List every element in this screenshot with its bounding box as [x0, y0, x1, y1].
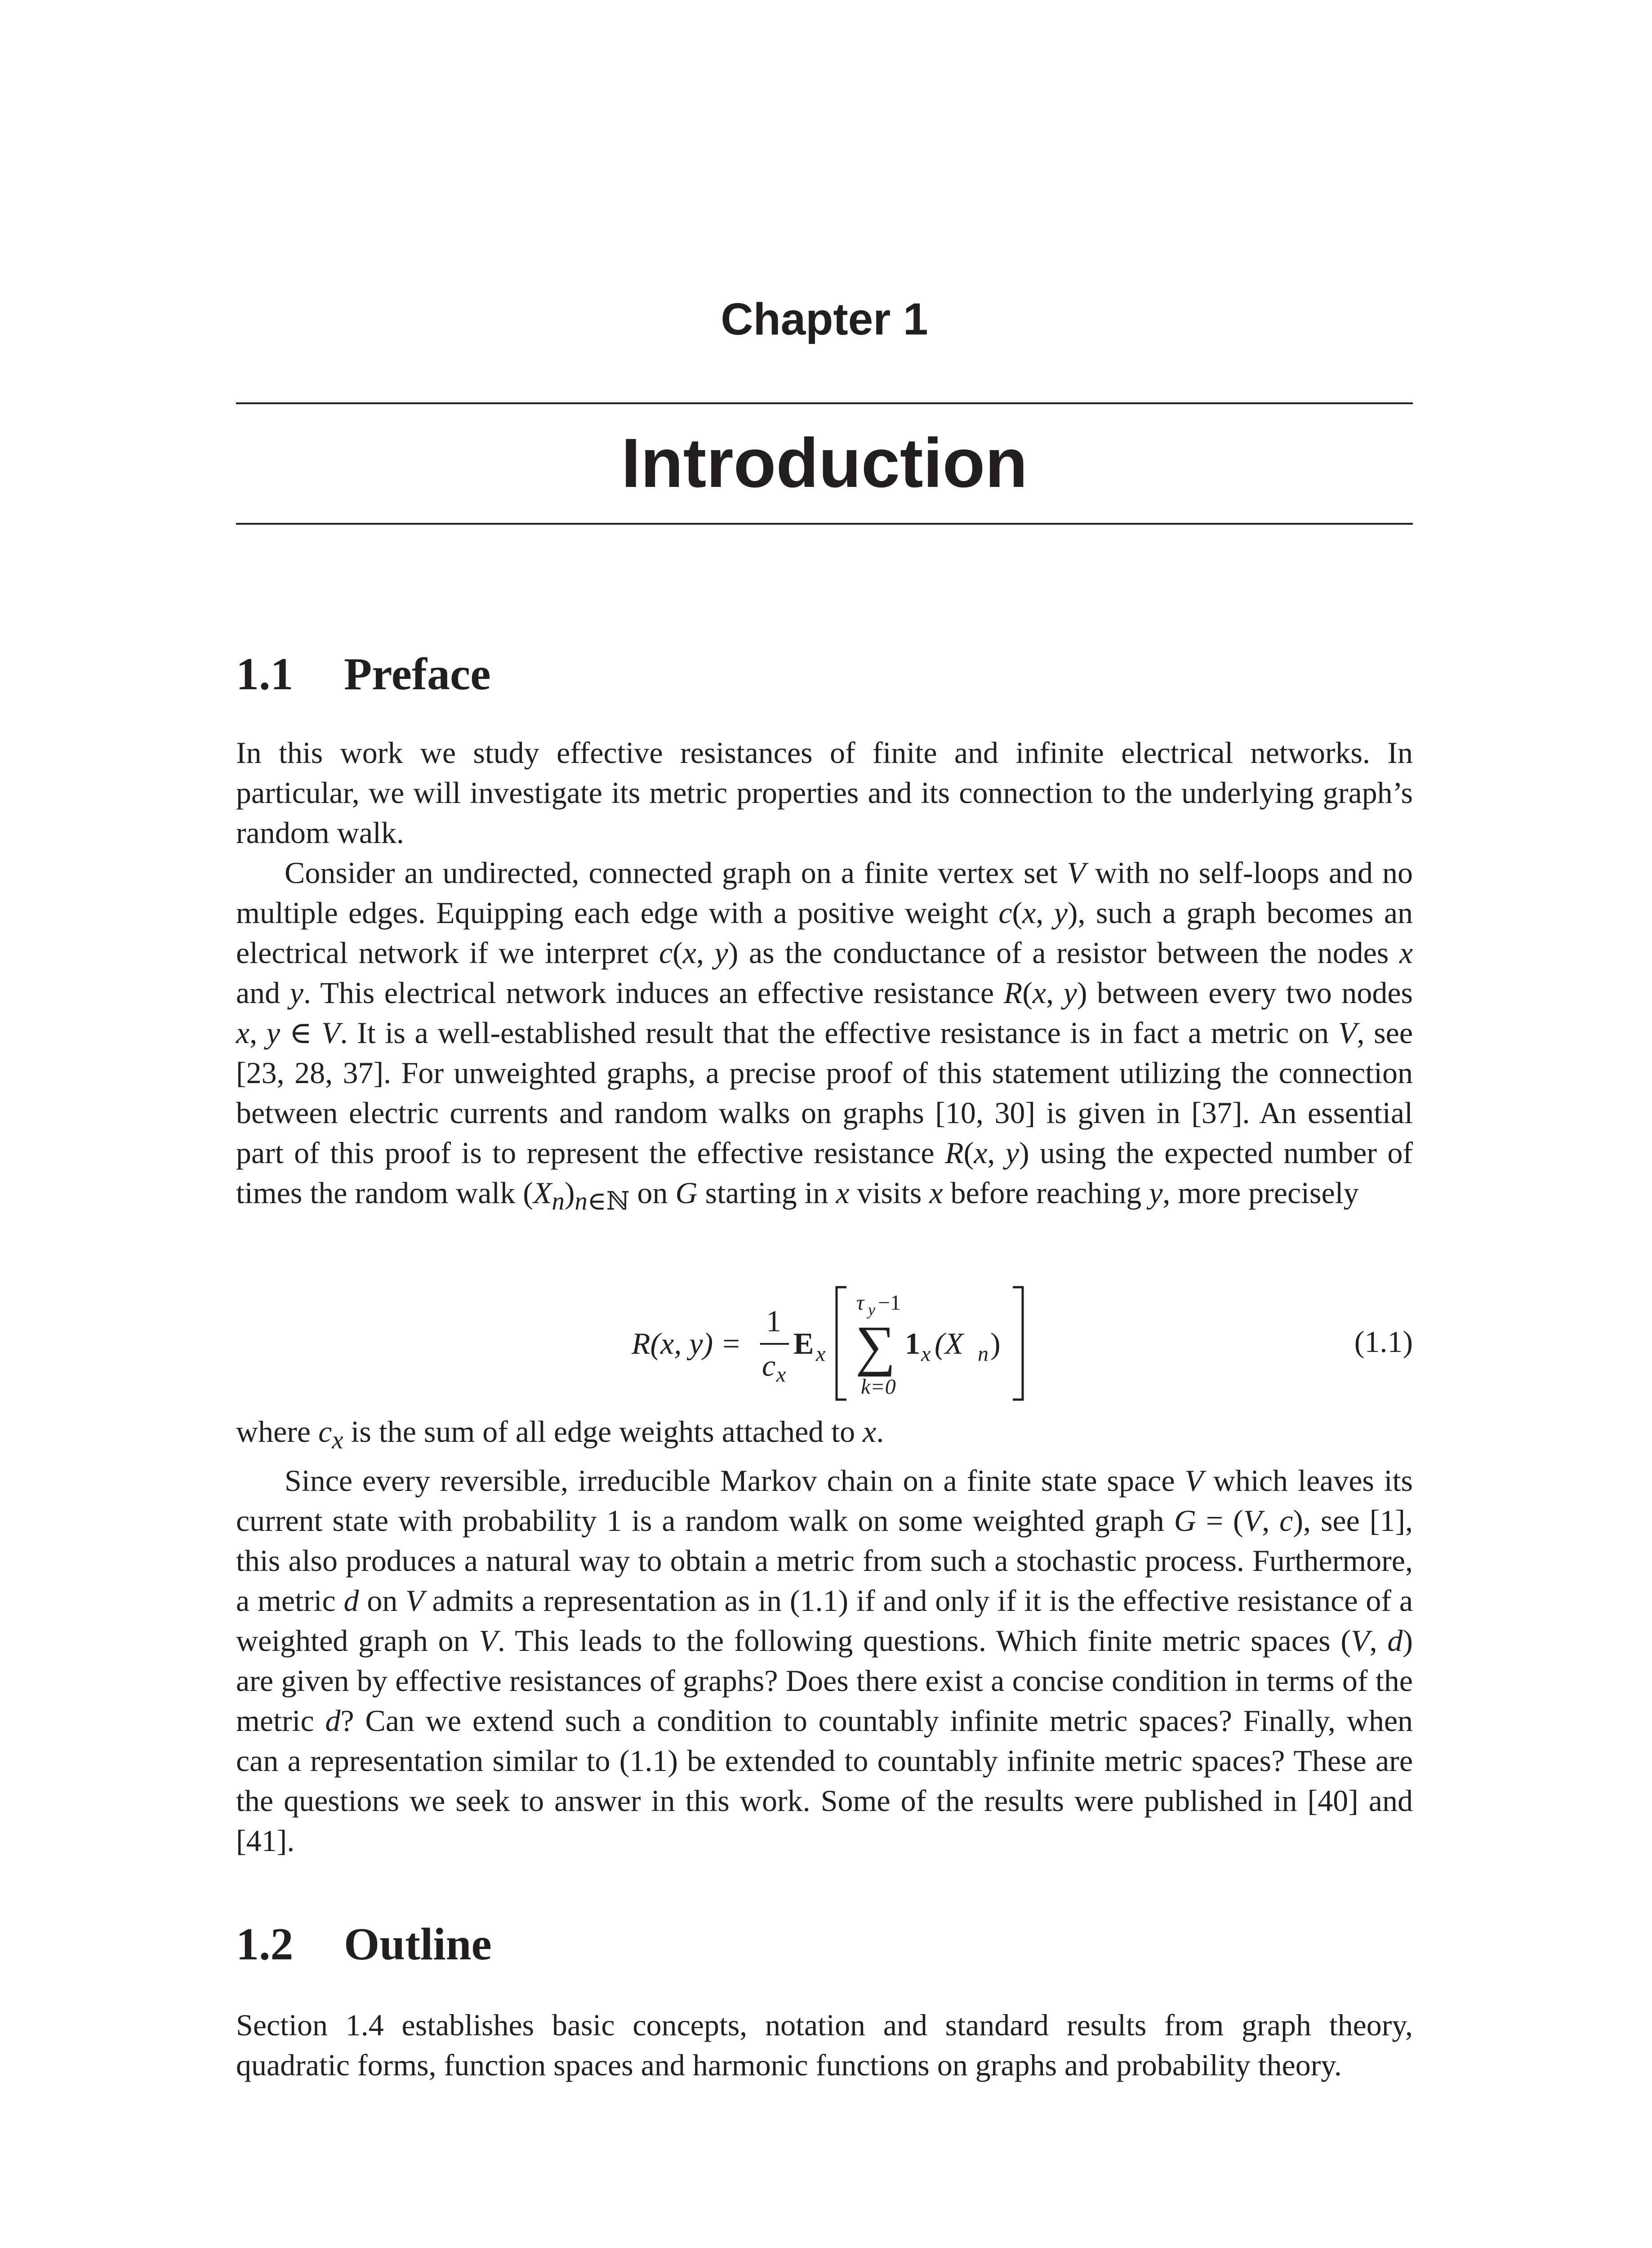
indicator-symbol: 1	[905, 1326, 920, 1360]
chapter-label: Chapter 1	[721, 294, 928, 344]
section-heading-preface	[236, 645, 491, 704]
section-heading-outline	[236, 1915, 492, 1974]
section-title: Outline	[344, 1919, 492, 1970]
equation-denominator: c	[762, 1348, 776, 1383]
sum-lower: k=0	[861, 1375, 896, 1399]
equation-numerator: 1	[766, 1304, 781, 1338]
paragraph: Section 1.4 establishes basic concepts, notation and standard results from graph theory, quadratic forms, function spaces and harmonic functions on graphs and probability theory.	[236, 2008, 1413, 2082]
title-rule-top	[236, 402, 1413, 404]
paragraph: where $c_x$ is the sum of all edge weights attached to x.	[236, 1414, 884, 1454]
section-number: 1.1	[236, 649, 294, 700]
section-title: Preface	[344, 649, 491, 700]
paragraph: In this work we study effective resistances of finite and infinite electrical networks. In particular, we will investigate its metric properties and its connection to the underlying graph’s random walk.	[236, 736, 1413, 850]
equation-1-1	[236, 1279, 1413, 1405]
section-number: 1.2	[236, 1919, 294, 1970]
expectation-symbol: E	[793, 1326, 814, 1360]
page	[236, 0, 1413, 2248]
indicator-sub: x	[921, 1342, 931, 1366]
sum-upper: τ	[856, 1291, 864, 1315]
equation-lhs: R(x, y) =	[632, 1326, 742, 1360]
sum-upper-rest: −1	[878, 1291, 901, 1315]
chapter-title: Introduction	[621, 424, 1028, 502]
expectation-sub: x	[816, 1342, 826, 1366]
title-rule-bottom	[236, 523, 1413, 525]
equation-number: (1.1)	[1354, 1325, 1413, 1359]
equation-graphic	[236, 1279, 1413, 1405]
indicator-argument: (X	[935, 1326, 964, 1360]
preface-text-continued	[236, 1412, 1413, 1861]
right-bracket	[1013, 1287, 1023, 1400]
paragraph: Since every reversible, irreducible Markov chain on a finite state space V which leaves its current state with probability 1 is a random walk on some weighted graph G = (V, c), see [1], this also produces a natural way to obtain a metric from such a stochastic process. Furthermore, a metric d on V admits a representation as in (1.1) if and only if it is the effective resistance of a weighted graph on V. This leads to the following questions. Which finite metric spaces (V, d) are given by effective resistances of graphs? Does there exist a concise condition in terms of the metric d? Can we extend such a condition to countably infinite metric spaces? Finally, when can a representation similar to (1.1) be extended to countably infinite metric spaces? These are the questions we seek to answer in this work. Some of the results were published in [40] and [41].	[236, 1463, 1413, 1858]
preface-text	[236, 733, 1413, 1222]
sum-symbol: ∑	[855, 1315, 896, 1377]
paragraph: Consider an undirected, connected graph on a finite vertex set V with no self-loops and no multiple edges. Equipping each edge with a positive weight c(x, y), such a graph becomes an electrical network if we interpret c(x, y) as the conductance of a resistor between the nodes x and y. This electrical network induces an effective resistance R(x, y) between every two nodes x, y ∈ V. It is a well-established result that the effective resistance is in fact a metric on V, see [23, 28, 37]. For unweighted graphs, a precise proof of this statement utilizing the connection between electric currents and random walks on graphs [10, 30] is given in [37]. An essential part of this proof is to represent the effective resistance R(x, y) using the expected number of times the random walk $(X_n)_{n\in ℕ}$ on G starting in x visits x before reaching y, more precisely	[236, 856, 1413, 1216]
indicator-argument-sub: n	[978, 1342, 989, 1366]
outline-text	[236, 2005, 1413, 2085]
left-bracket	[837, 1287, 846, 1400]
indicator-argument-close: )	[990, 1326, 1001, 1360]
sum-upper-sub: y	[868, 1301, 875, 1319]
equation-denominator-sub: x	[776, 1363, 786, 1387]
